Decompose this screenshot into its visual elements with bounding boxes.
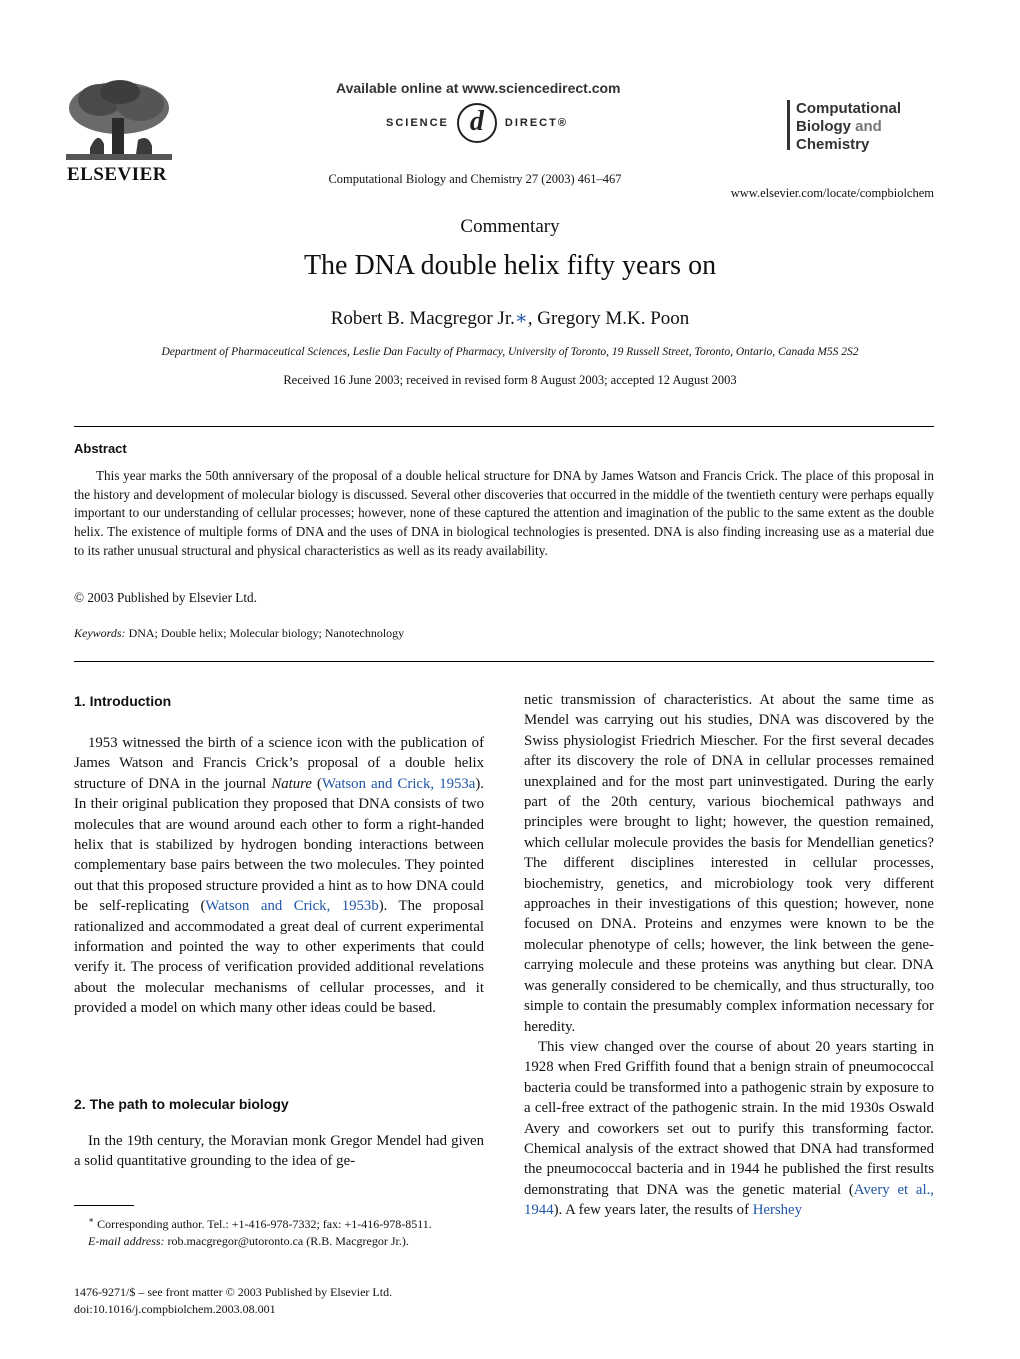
footnote-email: E-mail address: rob.macgregor@utoronto.ca (R.B. Macgregor Jr.). — [88, 1234, 409, 1248]
citation-watson-crick-1953a[interactable]: Watson and Crick, 1953a — [321, 775, 476, 792]
copyright-line: © 2003 Published by Elsevier Ltd. — [74, 590, 257, 605]
sciencedirect-right-text: DIRECT® — [504, 117, 568, 129]
author-2: , Gregory M.K. Poon — [527, 308, 690, 329]
footnote — [74, 1212, 484, 1250]
journal-url[interactable]: www.elsevier.com/locate/compbiolchem — [730, 186, 934, 200]
elsevier-tree-logo — [60, 78, 178, 169]
abstract-top-rule — [74, 426, 934, 427]
author-email[interactable]: rob.macgregor@utoronto.ca (R.B. Macgregor Jr.). — [164, 1234, 409, 1248]
footnote-rule — [74, 1205, 134, 1206]
introduction-paragraph: 1953 witnessed the birth of a science icon with the publication of James Watson and Francis Crick’s proposal of a double helix structure of DNA in the journal Nature (Watson and Crick, 1953a). In their original publication they proposed that DNA consists of two molecules that are wound around each other to form a right-handed helix that is stabilized by hydrogen bonding interactions between complementary base pairs between the two molecules. They pointed out that this proposed structure provided a hint as to how DNA could be self-replicating (Watson and Crick, 1953b). The proposal rationalized and accommodated a great deal of current experimental information and pointed the way to other experiments that could verify it. The process of verification provided additional revelations about the molecular mechanisms of cellular processes, and it provided a model on which many other ideas could be based. — [74, 735, 484, 1017]
section-heading-path: 2. The path to molecular biology — [74, 1096, 289, 1112]
journal-logo-bar — [787, 100, 790, 150]
keywords-list: DNA; Double helix; Molecular biology; Nanotechnology — [128, 626, 405, 640]
journal-logo-text — [796, 100, 901, 154]
corresponding-author-mark[interactable]: ∗ — [514, 308, 528, 329]
publisher-name: ELSEVIER — [66, 164, 168, 185]
right-column-body — [524, 690, 934, 1221]
keywords — [74, 626, 404, 641]
journal-citation-line: Computational Biology and Chemistry 27 (2003) 461–467 — [328, 172, 622, 186]
author-list — [0, 307, 1020, 330]
citation-watson-crick-1953b[interactable]: Watson and Crick, 1953b — [205, 898, 379, 915]
journal-name-nature: Nature — [271, 775, 312, 792]
path-paragraph-start: In the 19th century, the Moravian monk Gregor Mendel had given a solid quantitative grounding to the idea of ge- — [74, 1133, 484, 1170]
affiliation: Department of Pharmaceutical Sciences, Leslie Dan Faculty of Pharmacy, University of Toronto, 19 Russell Street, Toronto, Ontario, Canada M5S 2S2 — [161, 346, 859, 358]
introduction-body — [74, 733, 484, 1019]
path-body-left — [74, 1131, 484, 1172]
footnote-corresponding: ∗ Corresponding author. Tel.: +1-416-978-7332; fax: +1-416-978-8511. — [88, 1215, 432, 1231]
citation-hershey[interactable]: Hershey — [752, 1202, 803, 1219]
sciencedirect-logo — [386, 104, 568, 142]
article-title: The DNA double helix fifty years on — [303, 250, 717, 281]
issn-line: 1476-9271/$ – see front matter © 2003 Published by Elsevier Ltd. — [74, 1285, 393, 1299]
journal-logo-line2: Biology and — [796, 118, 882, 135]
journal-logo-line1: Computational — [796, 100, 901, 117]
journal-logo — [787, 100, 901, 154]
abstract-bottom-rule — [74, 661, 934, 662]
available-online-text: Available online at www.sciencedirect.com — [336, 80, 621, 96]
front-matter — [74, 1284, 392, 1317]
journal-logo-line3: Chemistry — [796, 136, 870, 153]
sciencedirect-left-text: SCIENCE — [386, 117, 449, 129]
doi-line[interactable]: doi:10.1016/j.compbiolchem.2003.08.001 — [74, 1301, 276, 1316]
received-dates: Received 16 June 2003; received in revised form 8 August 2003; accepted 12 August 2003 — [283, 373, 737, 387]
right-paragraph-1: netic transmission of characteristics. At about the same time as Mendel was carrying out his studies, DNA was discovered by the Swiss physiologist Friedrich Miescher. For the first several decades after its discovery the role of DNA in cellular processes remained unexplained and for the most part uninvestigated. During the early part of the 20th century, various biochemical pathways and principles were brought to light; however, the question remained, which cellular molecule provides the basis for Mendellian genetics? The different disciplines interested in cellular processes, biochemistry, genetics, and microbiology took very different approaches in their investigations of this question; however, none focused on DNA. Proteins and enzymes were known to be the molecular phenotype of cells; however, the link between the gene-carrying molecule and these proteins was anything but clear. DNA was generally considered to be chemically, and thus structurally, too simple to contain the presumably complex information necessary for heredity. — [524, 692, 934, 1035]
citation-avery-1944[interactable]: Avery et al., 1944 — [524, 1181, 934, 1219]
abstract-text: This year marks the 50th anniversary of the proposal of a double helical structure for DNA by James Watson and Francis Crick. The place of this proposal in the history and development of molecular biology is discussed. Several other discoveries that occurred in the middle of the twentieth century were perhaps equally important to our understanding of cellular processes; however, none of these captured the attention and imagination of the public to the same extent as the double helix. The existence of multiple forms of DNA and the uses of DNA in biological technologies is presented. DNA is also finding increasing use as a material due to its rather unusual structural and physical characteristics as well as its ready availability. — [74, 468, 934, 558]
tree-icon — [60, 78, 178, 164]
right-paragraph-2: This view changed over the course of about 20 years starting in 1928 when Fred Griffith found that a benign strain of pneumococcal bacteria could be transformed into a pathogenic strain by exposure to a cell-free extract of the pathogenic strain. In the mid 1930s Oswald Avery and coworkers set out to purify this transforming factor. Chemical analysis of the extract showed that DNA had transformed the pneumococcal bacteria and in 1944 he published the first results demonstrating that DNA was the genetic material (Avery et al., 1944). A few years later, the results of Hershey — [524, 1038, 934, 1219]
section-heading-introduction: 1. Introduction — [74, 693, 172, 709]
author-1: Robert B. Macgregor Jr. — [330, 308, 515, 329]
sciencedirect-d-icon: d — [457, 103, 497, 143]
abstract-heading: Abstract — [74, 441, 127, 456]
keywords-label: Keywords: — [74, 626, 126, 640]
article-type: Commentary — [460, 216, 560, 237]
